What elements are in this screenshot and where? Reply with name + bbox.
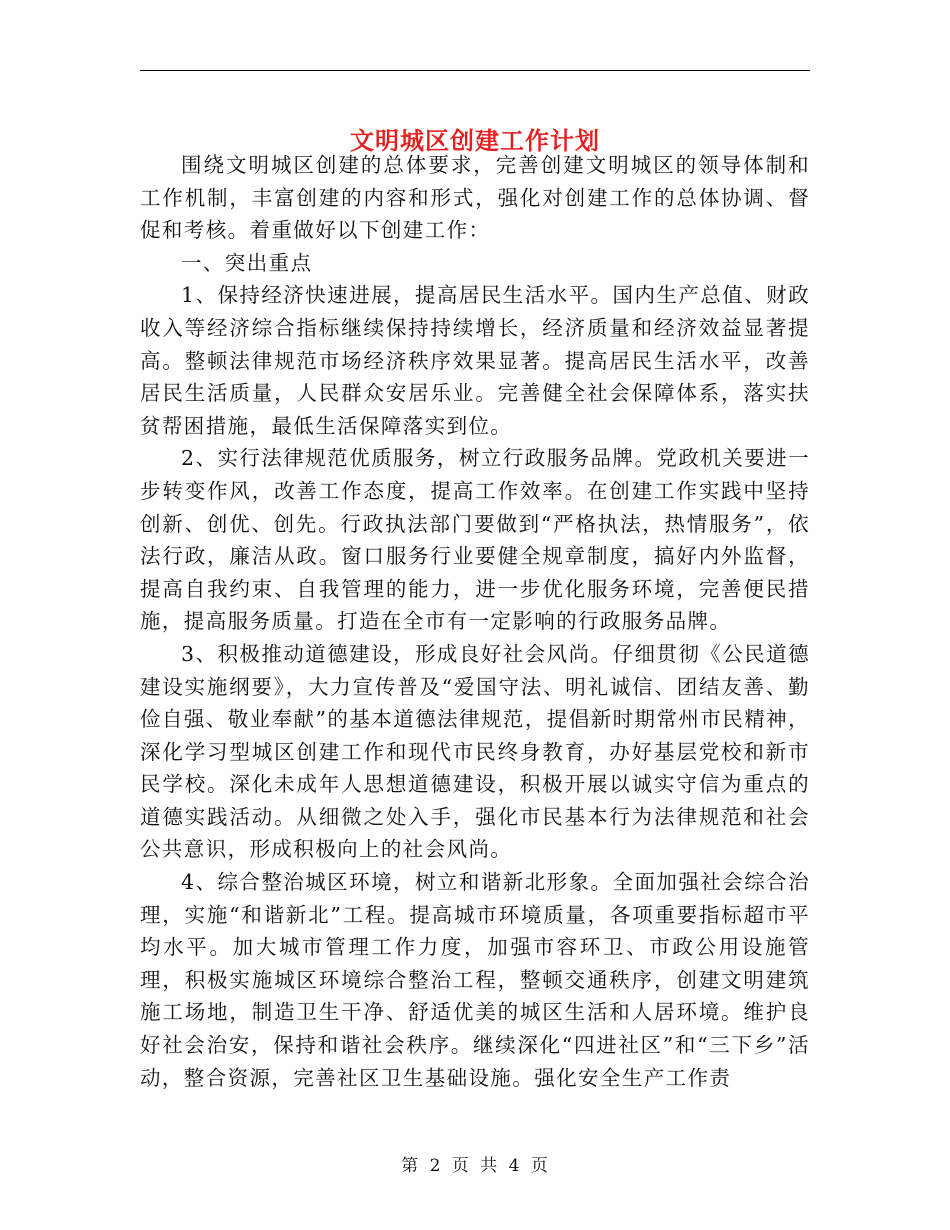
footer-page-unit: 页 (451, 1156, 470, 1176)
intro-paragraph: 围绕文明城区创建的总体要求，完善创建文明城区的领导体制和工作机制，丰富创建的内容和形式，强化对创建工作的总体协调、督促和考核。着重做好以下创建工作： (140, 153, 810, 243)
page-footer (0, 1155, 950, 1177)
footer-page-number: 2 (429, 1156, 442, 1176)
document-title: 文明城区创建工作计划 (350, 126, 600, 156)
header-rule (140, 70, 810, 71)
document-body (140, 149, 810, 1094)
paragraph-item-4: 4、综合整治城区环境，树立和谐新北形象。全面加强社会综合治理，实施“和谐新北”工程。提高城市环境质量，各项重要指标超市平均水平。加大城市管理工作力度，加强市容环卫、市政公用设施管理，积极实施城区环境综合整治工程，整顿交通秩序，创建文明建筑施工场地，制造卫生干净、舒适优美的城区生活和人居环境。维护良好社会治安，保持和谐社会秩序。继续深化“四进社区”和“三下乡”活动，整合资源，完善社区卫生基础设施。强化安全生产工作责 (140, 870, 810, 1090)
footer-total-prefix: 共 (480, 1156, 499, 1176)
paragraph-item-2: 2、实行法律规范优质服务，树立行政服务品牌。党政机关要进一步转变作风，改善工作态度，提高工作效率。在创建工作实践中坚持创新、创优、创先。行政执法部门要做到“严格执法，热情服务”，依法行政，廉洁从政。窗口服务行业要健全规章制度，搞好内外监督，提高自我约束、自我管理的能力，进一步优化服务环境，完善便民措施，提高服务质量。打造在全市有一定影响的行政服务品牌。 (140, 446, 810, 634)
footer-total-pages: 4 (508, 1156, 521, 1176)
paragraph-item-3: 3、积极推动道德建设，形成良好社会风尚。仔细贯彻《公民道德建设实施纲要》，大力宣传普及“爱国守法、明礼诚信、团结友善、勤俭自强、敬业奉献”的基本道德法律规范，提倡新时期常州市民精神，深化学习型城区创建工作和现代市民终身教育，办好基层党校和新市民学校。深化未成年人思想道德建设，积极开展以诚实守信为重点的道德实践活动。从细微之处入手，强化市民基本行为法律规范和社会公共意识，形成积极向上的社会风尚。 (140, 641, 810, 862)
section-heading: 一、突出重点 (181, 250, 313, 275)
footer-total-unit: 页 (530, 1156, 549, 1176)
footer-prefix: 第 (401, 1156, 420, 1176)
paragraph-item-1: 1、保持经济快速进展，提高居民生活水平。国内生产总值、财政收入等经济综合指标继续保持持续增长，经济质量和经济效益显著提高。整顿法律规范市场经济秩序效果显著。提高居民生活水平，改善居民生活质量，人民群众安居乐业。完善健全社会保障体系，落实扶贫帮困措施，最低生活保障落实到位。 (140, 283, 810, 438)
